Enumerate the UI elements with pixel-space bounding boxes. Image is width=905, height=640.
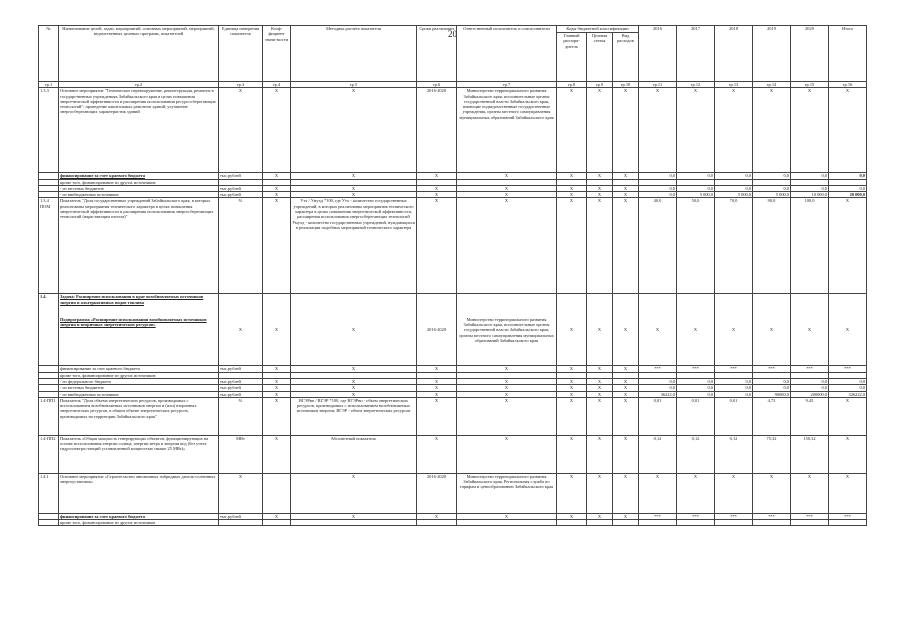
row-vr: X bbox=[613, 435, 639, 473]
header-coef: Коэф-фициент значи-мости bbox=[263, 26, 291, 82]
row-name: финансирование за счет краевого бюджета bbox=[59, 513, 219, 519]
row-coef: X bbox=[263, 397, 291, 435]
row-2017: 0,0 bbox=[677, 378, 715, 384]
row-2020: 10 000,0 bbox=[791, 192, 829, 198]
row-task-name: Задача: Расширение использования в крае возобновляемых источников энергии и альтернативных видов топлива bbox=[60, 294, 204, 305]
table-row bbox=[39, 520, 867, 526]
row-unit: X bbox=[219, 473, 263, 513]
row-responsible: X bbox=[457, 198, 557, 294]
row-cs: X bbox=[587, 198, 613, 294]
row-number: 1.4.1 bbox=[39, 473, 59, 513]
row-method: X bbox=[291, 294, 417, 366]
row-cs: X bbox=[587, 435, 613, 473]
col-num-6: гр.6 bbox=[417, 82, 457, 88]
row-2018: 70,0 bbox=[715, 198, 753, 294]
row-name: Показатель "Доля государственных учреждений Забайкальского края, в которых реализованы мероприятия технического характера в целях повышения энергетической эффективности и расширения использования энергосберегающих технологий (нарастающим итогом)" bbox=[59, 198, 219, 294]
row-responsible: X bbox=[457, 435, 557, 473]
row-2016: *** bbox=[639, 366, 677, 372]
header-term: Сроки реализации bbox=[417, 26, 457, 82]
row-name-cell bbox=[59, 294, 219, 366]
row-2018: 5 000,0 bbox=[715, 192, 753, 198]
row-method: X bbox=[291, 366, 417, 372]
row-grs: X bbox=[557, 88, 587, 173]
row-vr: X bbox=[613, 513, 639, 519]
row-2017: X bbox=[677, 294, 715, 366]
row-vr: X bbox=[613, 88, 639, 173]
row-cs: X bbox=[587, 391, 613, 397]
row-name: - из федерального бюджета bbox=[59, 378, 219, 384]
row-2017: 50,0 bbox=[677, 198, 715, 294]
row-total: X bbox=[829, 294, 867, 366]
row-method: X bbox=[291, 185, 417, 191]
row-2018: X bbox=[715, 473, 753, 513]
row-2017: 0,0 bbox=[677, 173, 715, 179]
row-responsible: X bbox=[457, 513, 557, 519]
row-method: Утх / Умухд *100, где Утх - количество государственных учреждений, в которых реализованы мероприятия технического характера в целях повышения энергетической эффективности, расширения использования энергосберегающих технологий Умухд - количество государственных учреждений, нуждающихся в реализации подобных мероприятий технического характера bbox=[291, 198, 417, 294]
row-coef: X bbox=[263, 378, 291, 384]
row-cs: X bbox=[587, 385, 613, 391]
row-unit: % bbox=[219, 198, 263, 294]
col-num-5: гр.5 bbox=[291, 82, 417, 88]
row-total: 0,0 bbox=[829, 173, 867, 179]
header-kbk: Коды бюджетной классификации bbox=[557, 26, 639, 33]
row-cs: X bbox=[587, 378, 613, 384]
row-coef: X bbox=[263, 173, 291, 179]
col-num-1: гр.1 bbox=[39, 82, 59, 88]
row-term: X bbox=[417, 185, 457, 191]
row-2019: 0,0 bbox=[753, 185, 791, 191]
row-name: финансирование за счет краевого бюджета bbox=[59, 173, 219, 179]
row-coef: X bbox=[263, 391, 291, 397]
header-unit: Единица измерения показателя bbox=[219, 26, 263, 82]
row-term: X bbox=[417, 391, 457, 397]
row-number: 1.4-ПП2 bbox=[39, 435, 59, 473]
row-2018: 0,0 bbox=[715, 173, 753, 179]
row-2016: 0,01 bbox=[639, 397, 677, 435]
row-term: X bbox=[417, 192, 457, 198]
row-2017: 0,0 bbox=[677, 385, 715, 391]
row-responsible: Министерство территориального развития Забайкальского края, исполнительные органы государственной власти Забайкальского края, органы местного самоуправления муниципальных образований Забайкальского края bbox=[457, 294, 557, 366]
row-2019: 0,0 bbox=[753, 173, 791, 179]
row-total: 326222,0 bbox=[829, 391, 867, 397]
row-unit: тыс.рублей bbox=[219, 391, 263, 397]
row-2019: 0,0 bbox=[753, 385, 791, 391]
program-table bbox=[38, 25, 867, 526]
row-2017: 0,01 bbox=[677, 397, 715, 435]
row-cs: X bbox=[587, 185, 613, 191]
row-name: - из внебюджетных источников bbox=[59, 391, 219, 397]
row-number: 1.3.3 bbox=[39, 88, 59, 173]
row-total: X bbox=[829, 198, 867, 294]
row-2018: 0,01 bbox=[715, 397, 753, 435]
row-name: кроме того, финансирование из других источников: bbox=[59, 372, 219, 378]
row-term: 2016-2020 bbox=[417, 473, 457, 513]
row-coef: X bbox=[263, 88, 291, 173]
row-coef: X bbox=[263, 385, 291, 391]
row-grs: X bbox=[557, 397, 587, 435]
row-vr: X bbox=[613, 397, 639, 435]
row-unit: X bbox=[219, 88, 263, 173]
row-total: X bbox=[829, 435, 867, 473]
row-2020: 0,0 bbox=[791, 385, 829, 391]
row-total: *** bbox=[829, 366, 867, 372]
row-total: 0,0 bbox=[829, 185, 867, 191]
row-coef bbox=[263, 473, 291, 513]
col-num-10: гр.10 bbox=[613, 82, 639, 88]
row-unit: X bbox=[219, 294, 263, 366]
row-coef: X bbox=[263, 513, 291, 519]
row-2019: X bbox=[753, 294, 791, 366]
row-vr: X bbox=[613, 294, 639, 366]
row-method: X bbox=[291, 473, 417, 513]
row-term: 2016-2020 bbox=[417, 294, 457, 366]
row-total: X bbox=[829, 88, 867, 173]
row-grs: X bbox=[557, 513, 587, 519]
row-coef: X bbox=[263, 198, 291, 294]
row-method: ВГЭРвп / ВГЭР *100, где ВГЭРвп - объем энергетических ресурсов, производимых с использованием возобновляемых источников энергии; ВГЭР - объем энергетических ресурсов bbox=[291, 397, 417, 435]
row-grs: X bbox=[557, 435, 587, 473]
row-vr: X bbox=[613, 378, 639, 384]
row-2017: X bbox=[677, 473, 715, 513]
row-responsible: X bbox=[457, 385, 557, 391]
row-2020: *** bbox=[791, 513, 829, 519]
header-cs: Целевая статья bbox=[587, 33, 613, 82]
row-responsible: X bbox=[457, 391, 557, 397]
row-2016: X bbox=[639, 88, 677, 173]
row-2016: 40,0 bbox=[639, 198, 677, 294]
row-total: 0,0 bbox=[829, 385, 867, 391]
row-2016: 0,0 bbox=[639, 192, 677, 198]
row-term: X bbox=[417, 366, 457, 372]
page-number: 20 bbox=[448, 29, 457, 39]
row-number: 1.4-ПП1 bbox=[39, 397, 59, 435]
row-responsible: X bbox=[457, 397, 557, 435]
row-unit: тыс.рублей bbox=[219, 366, 263, 372]
row-vr: X bbox=[613, 391, 639, 397]
header-method: Методика расчета показателя bbox=[291, 26, 417, 82]
row-method: X bbox=[291, 173, 417, 179]
row-responsible: X bbox=[457, 378, 557, 384]
row-2016: X bbox=[639, 294, 677, 366]
row-total: *** bbox=[829, 513, 867, 519]
row-2019: 0,0 bbox=[753, 378, 791, 384]
row-unit: тыс.рублей bbox=[219, 385, 263, 391]
row-responsible: Министерство территориального развития Забайкальского края, Региональная служба по тарифам и ценообразованию Забайкальского края bbox=[457, 473, 557, 513]
row-cs: X bbox=[587, 397, 613, 435]
header-2017: 2017 bbox=[677, 26, 715, 82]
row-grs: X bbox=[557, 385, 587, 391]
row-vr: X bbox=[613, 366, 639, 372]
row-term: X bbox=[417, 198, 457, 294]
table-row bbox=[39, 88, 867, 173]
row-method: X bbox=[291, 385, 417, 391]
row-2019: 5 000,0 bbox=[753, 192, 791, 198]
row-term: 2016-2020 bbox=[417, 88, 457, 173]
row-2017: X bbox=[677, 88, 715, 173]
row-total: 0,0 bbox=[829, 378, 867, 384]
row-cs: X bbox=[587, 473, 613, 513]
row-vr: X bbox=[613, 198, 639, 294]
col-num-16: гр.16 bbox=[829, 82, 867, 88]
table-row bbox=[39, 294, 867, 366]
row-2017: *** bbox=[677, 513, 715, 519]
row-responsible: X bbox=[457, 192, 557, 198]
row-name: - из местных бюджетов bbox=[59, 185, 219, 191]
row-term: X bbox=[417, 385, 457, 391]
row-grs: X bbox=[557, 198, 587, 294]
row-responsible: X bbox=[457, 366, 557, 372]
row-method: X bbox=[291, 378, 417, 384]
col-num-8: гр.8 bbox=[557, 82, 587, 88]
row-unit: тыс.рублей bbox=[219, 378, 263, 384]
row-2019: 90,0 bbox=[753, 198, 791, 294]
row-2016: 0,0 bbox=[639, 385, 677, 391]
row-term: X bbox=[417, 397, 457, 435]
header-row bbox=[39, 26, 867, 33]
row-vr: X bbox=[613, 173, 639, 179]
row-grs: X bbox=[557, 366, 587, 372]
row-cs: X bbox=[587, 88, 613, 173]
row-2020: 0,0 bbox=[791, 378, 829, 384]
row-2016: 36222,0 bbox=[639, 391, 677, 397]
row-total: X bbox=[829, 473, 867, 513]
header-grs: Главный распоря-дитель bbox=[557, 33, 587, 82]
row-name: финансирование за счет краевого бюджета bbox=[59, 366, 219, 372]
row-2018: 0,0 bbox=[715, 385, 753, 391]
row-vr: X bbox=[613, 192, 639, 198]
row-2020: X bbox=[791, 88, 829, 173]
row-2020: *** bbox=[791, 366, 829, 372]
row-term: X bbox=[417, 173, 457, 179]
row-grs: X bbox=[557, 185, 587, 191]
col-num-2: гр.2 bbox=[59, 82, 219, 88]
row-vr: X bbox=[613, 473, 639, 513]
row-name: Основное мероприятие «Строительство автономных гибридных дизель-солнечных энергоустановок» bbox=[59, 473, 219, 513]
row-2018: *** bbox=[715, 366, 753, 372]
row-2017: 0,0 bbox=[677, 185, 715, 191]
row-2017: *** bbox=[677, 366, 715, 372]
row-2016: 0,0 bbox=[639, 378, 677, 384]
col-num-15: гр.15 bbox=[791, 82, 829, 88]
row-term: X bbox=[417, 378, 457, 384]
header-name: Наименование целей, задач, мероприятий, основных мероприятий, мероприятий, ведомственных целевых программ, показателей bbox=[59, 26, 219, 82]
col-num-13: гр.13 bbox=[715, 82, 753, 88]
row-2020: 150,32 bbox=[791, 435, 829, 473]
row-2020: X bbox=[791, 294, 829, 366]
row-total: X bbox=[829, 397, 867, 435]
row-2017: 5 000,0 bbox=[677, 192, 715, 198]
col-num-7: гр.7 bbox=[457, 82, 557, 88]
header-2016: 2016 bbox=[639, 26, 677, 82]
row-name: Показатель «Общая мощность генерирующих объектов, функционирующих на основе использования энергии солнца, энергии ветра и энергии вод (без учета гидроэлектростанций установленной мощностью свыше 25 МВт)» bbox=[59, 435, 219, 473]
row-2018: 0,0 bbox=[715, 185, 753, 191]
row-unit: тыс.рублей bbox=[219, 192, 263, 198]
row-number: 1.3.4 ПОМ bbox=[39, 198, 59, 294]
row-2018: 0,12 bbox=[715, 435, 753, 473]
row-2019: X bbox=[753, 88, 791, 173]
row-2019: 4,73 bbox=[753, 397, 791, 435]
row-2016: *** bbox=[639, 513, 677, 519]
row-coef: X bbox=[263, 294, 291, 366]
row-grs: X bbox=[557, 378, 587, 384]
row-vr: X bbox=[613, 185, 639, 191]
col-num-12: гр.12 bbox=[677, 82, 715, 88]
row-method: X bbox=[291, 88, 417, 173]
row-responsible: X bbox=[457, 185, 557, 191]
row-2016: X bbox=[639, 473, 677, 513]
table-row bbox=[39, 435, 867, 473]
row-2018: 0,0 bbox=[715, 378, 753, 384]
row-coef: X bbox=[263, 366, 291, 372]
row-2018: 0,0 bbox=[715, 391, 753, 397]
row-cs: X bbox=[587, 294, 613, 366]
row-2016: 0,12 bbox=[639, 435, 677, 473]
row-name: - из внебюджетных источников bbox=[59, 192, 219, 198]
row-cs: X bbox=[587, 173, 613, 179]
row-grs: X bbox=[557, 173, 587, 179]
row-2019: 75,32 bbox=[753, 435, 791, 473]
row-number: 1.4. bbox=[39, 294, 59, 366]
row-coef: X bbox=[263, 185, 291, 191]
col-num-14: гр.14 bbox=[753, 82, 791, 88]
row-subprogram-name: Подпрограмма «Расширение использования возобновляемых источников энергии и вторичных энергетических ресурсов» bbox=[60, 316, 207, 328]
row-method: Абсолютный показатель bbox=[291, 435, 417, 473]
row-responsible: Министерство территориального развития Забайкальского края, исполнительные органы государственной власти Забайкальского края, имеющие подведомственные государственные учреждения, органы местного самоуправления муниципальных образований Забайкальского края bbox=[457, 88, 557, 173]
row-coef: X bbox=[263, 192, 291, 198]
row-2019: *** bbox=[753, 513, 791, 519]
row-2019: *** bbox=[753, 366, 791, 372]
row-grs: X bbox=[557, 473, 587, 513]
row-grs: X bbox=[557, 391, 587, 397]
row-coef: X bbox=[263, 435, 291, 473]
row-grs: X bbox=[557, 192, 587, 198]
header-vr: Вид расходов bbox=[613, 33, 639, 82]
col-num-9: гр.9 bbox=[587, 82, 613, 88]
row-unit: МВт bbox=[219, 435, 263, 473]
row-unit: % bbox=[219, 397, 263, 435]
row-name: Показатель "Доля объема энергетических ресурсов, производимых с использованием возобновляемых источников энергии и (или) вторичных энергетических ресурсов, в общем объеме энергетических ресурсов, производимых на территории Забайкальского края" bbox=[59, 397, 219, 435]
row-term: X bbox=[417, 513, 457, 519]
row-2020: 100,0 bbox=[791, 198, 829, 294]
header-2018: 2018 bbox=[715, 26, 753, 82]
header-no: № bbox=[39, 26, 59, 82]
header-2020: 2020 bbox=[791, 26, 829, 82]
row-method: X bbox=[291, 513, 417, 519]
row-2020: X bbox=[791, 473, 829, 513]
row-unit: тыс.рублей bbox=[219, 513, 263, 519]
col-num-3: гр.3 bbox=[219, 82, 263, 88]
row-name: кроме того, финансирование из других источников: bbox=[59, 179, 219, 185]
row-2020: 200000,0 bbox=[791, 391, 829, 397]
row-2020: 0,0 bbox=[791, 185, 829, 191]
table-row bbox=[39, 473, 867, 513]
row-unit: тыс.рублей bbox=[219, 185, 263, 191]
row-2016: 0,0 bbox=[639, 185, 677, 191]
header-2019: 2019 bbox=[753, 26, 791, 82]
row-method: X bbox=[291, 391, 417, 397]
row-unit: тыс.рублей bbox=[219, 173, 263, 179]
row-2020: 9,45 bbox=[791, 397, 829, 435]
row-2018: X bbox=[715, 88, 753, 173]
row-name: кроме того, финансирование из других источников bbox=[59, 520, 219, 526]
row-2019: X bbox=[753, 473, 791, 513]
header-resp: Ответственный исполнитель и соисполнители bbox=[457, 26, 557, 82]
row-responsible: X bbox=[457, 173, 557, 179]
table-row bbox=[39, 397, 867, 435]
row-2019: 90000,0 bbox=[753, 391, 791, 397]
row-2017: 0,0 bbox=[677, 391, 715, 397]
row-cs: X bbox=[587, 513, 613, 519]
row-term: X bbox=[417, 435, 457, 473]
col-num-4: гр.4 bbox=[263, 82, 291, 88]
row-vr: X bbox=[613, 385, 639, 391]
row-2016: 0,0 bbox=[639, 173, 677, 179]
row-name: - из местных бюджетов bbox=[59, 385, 219, 391]
header-total: Итого bbox=[829, 26, 867, 82]
row-2020: 0,0 bbox=[791, 173, 829, 179]
row-total: 20 000,0 bbox=[829, 192, 867, 198]
row-2018: X bbox=[715, 294, 753, 366]
col-num-11: гр.11 bbox=[639, 82, 677, 88]
row-method: X bbox=[291, 192, 417, 198]
row-2018: *** bbox=[715, 513, 753, 519]
row-cs: X bbox=[587, 192, 613, 198]
row-cs: X bbox=[587, 366, 613, 372]
row-2017: 0,12 bbox=[677, 435, 715, 473]
row-grs: X bbox=[557, 294, 587, 366]
table-row bbox=[39, 198, 867, 294]
row-name: Основное мероприятие "Техническое перевооружение, реконструкция, ремонты в государственных учреждениях Забайкальского края в целях повышения энергетической эффективности и расширения использования ресурсосберегающих технологий": проведение капитальных ремонтов зданий, улучшение энергосберегающих характеристик зданий bbox=[59, 88, 219, 173]
